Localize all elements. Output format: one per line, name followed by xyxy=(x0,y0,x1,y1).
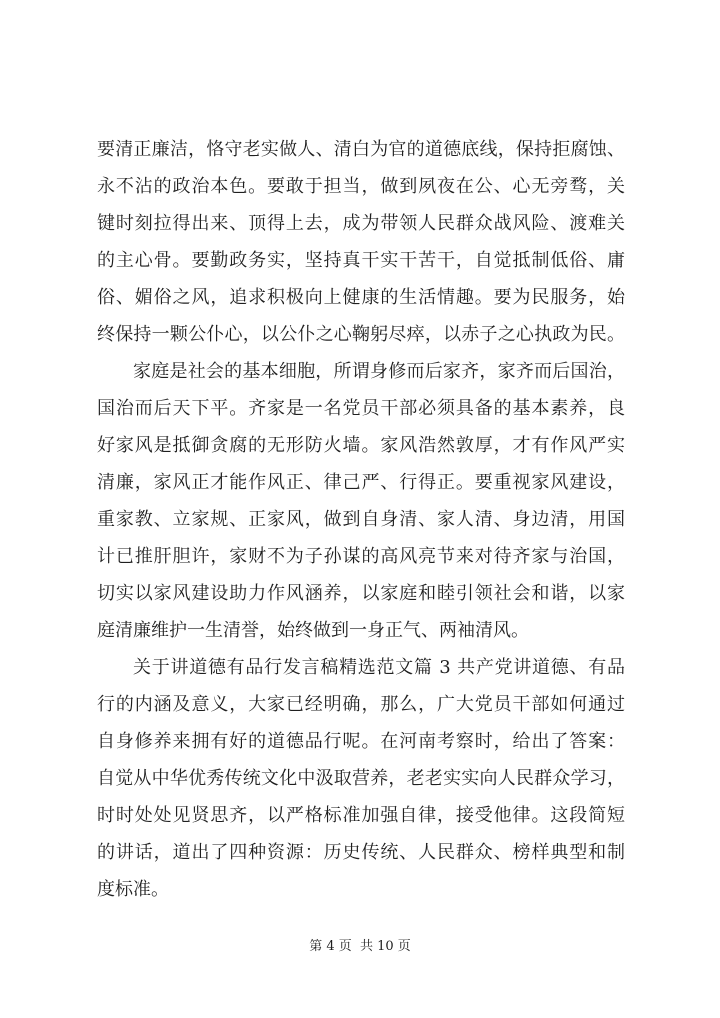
text-line: 度标准。 xyxy=(97,879,169,900)
page-number-footer: 第 4 页 共 10 页 xyxy=(309,939,411,954)
text-line: 自身修养来拥有好的道德品行呢。在河南考察时，给出了答案： xyxy=(97,731,625,752)
text-line: 的讲话，道出了四种资源：历史传统、人民群众、榜样典型和制 xyxy=(97,842,625,863)
text-line: 重家教、立家规、正家风，做到自身清、家人清、身边清，用国 xyxy=(97,509,625,530)
text-line: 关于讲道德有品行发言稿精选范文篇 3 共产党讲道德、有品 xyxy=(133,657,625,678)
text-line: 切实以家风建设助力作风涵养，以家庭和睦引领社会和谐，以家 xyxy=(97,583,625,604)
text-line: 永不沾的政治本色。要敢于担当，做到夙夜在公、心无旁骛，关 xyxy=(97,176,625,197)
text-line: 的主心骨。要勤政务实，坚持真干实干苦干，自觉抵制低俗、庸 xyxy=(97,250,625,271)
text-line: 自觉从中华优秀传统文化中汲取营养，老老实实向人民群众学习， xyxy=(97,768,625,789)
paragraph xyxy=(97,649,625,908)
text-line: 俗、媚俗之风，追求积极向上健康的生活情趣。要为民服务，始 xyxy=(97,287,625,308)
text-line: 时时处处见贤思齐，以严格标准加强自律，接受他律。这段简短 xyxy=(97,805,625,826)
text-line: 终保持一颗公仆心，以公仆之心鞠躬尽瘁，以赤子之心执政为民。 xyxy=(97,324,625,345)
text-line: 好家风是抵御贪腐的无形防火墙。家风浩然敦厚，才有作风严实 xyxy=(97,435,625,456)
body-text xyxy=(97,131,625,908)
text-line: 家庭是社会的基本细胞，所谓身修而后家齐，家齐而后国治， xyxy=(133,361,625,382)
paragraph xyxy=(97,131,625,353)
text-line: 行的内涵及意义，大家已经明确，那么，广大党员干部如何通过 xyxy=(97,694,625,715)
text-line: 要清正廉洁，恪守老实做人、清白为官的道德底线，保持拒腐蚀、 xyxy=(97,139,625,160)
text-line: 国治而后天下平。齐家是一名党员干部必须具备的基本素养，良 xyxy=(97,398,625,419)
paragraph xyxy=(97,353,625,649)
text-line: 键时刻拉得出来、顶得上去，成为带领人民群众战风险、渡难关 xyxy=(97,213,625,234)
text-line: 清廉，家风正才能作风正、律己严、行得正。要重视家风建设， xyxy=(97,472,625,493)
text-line: 计已推肝胆许，家财不为子孙谋的高风亮节来对待齐家与治国， xyxy=(97,546,625,567)
text-line: 庭清廉维护一生清誉，始终做到一身正气、两袖清风。 xyxy=(97,620,529,641)
